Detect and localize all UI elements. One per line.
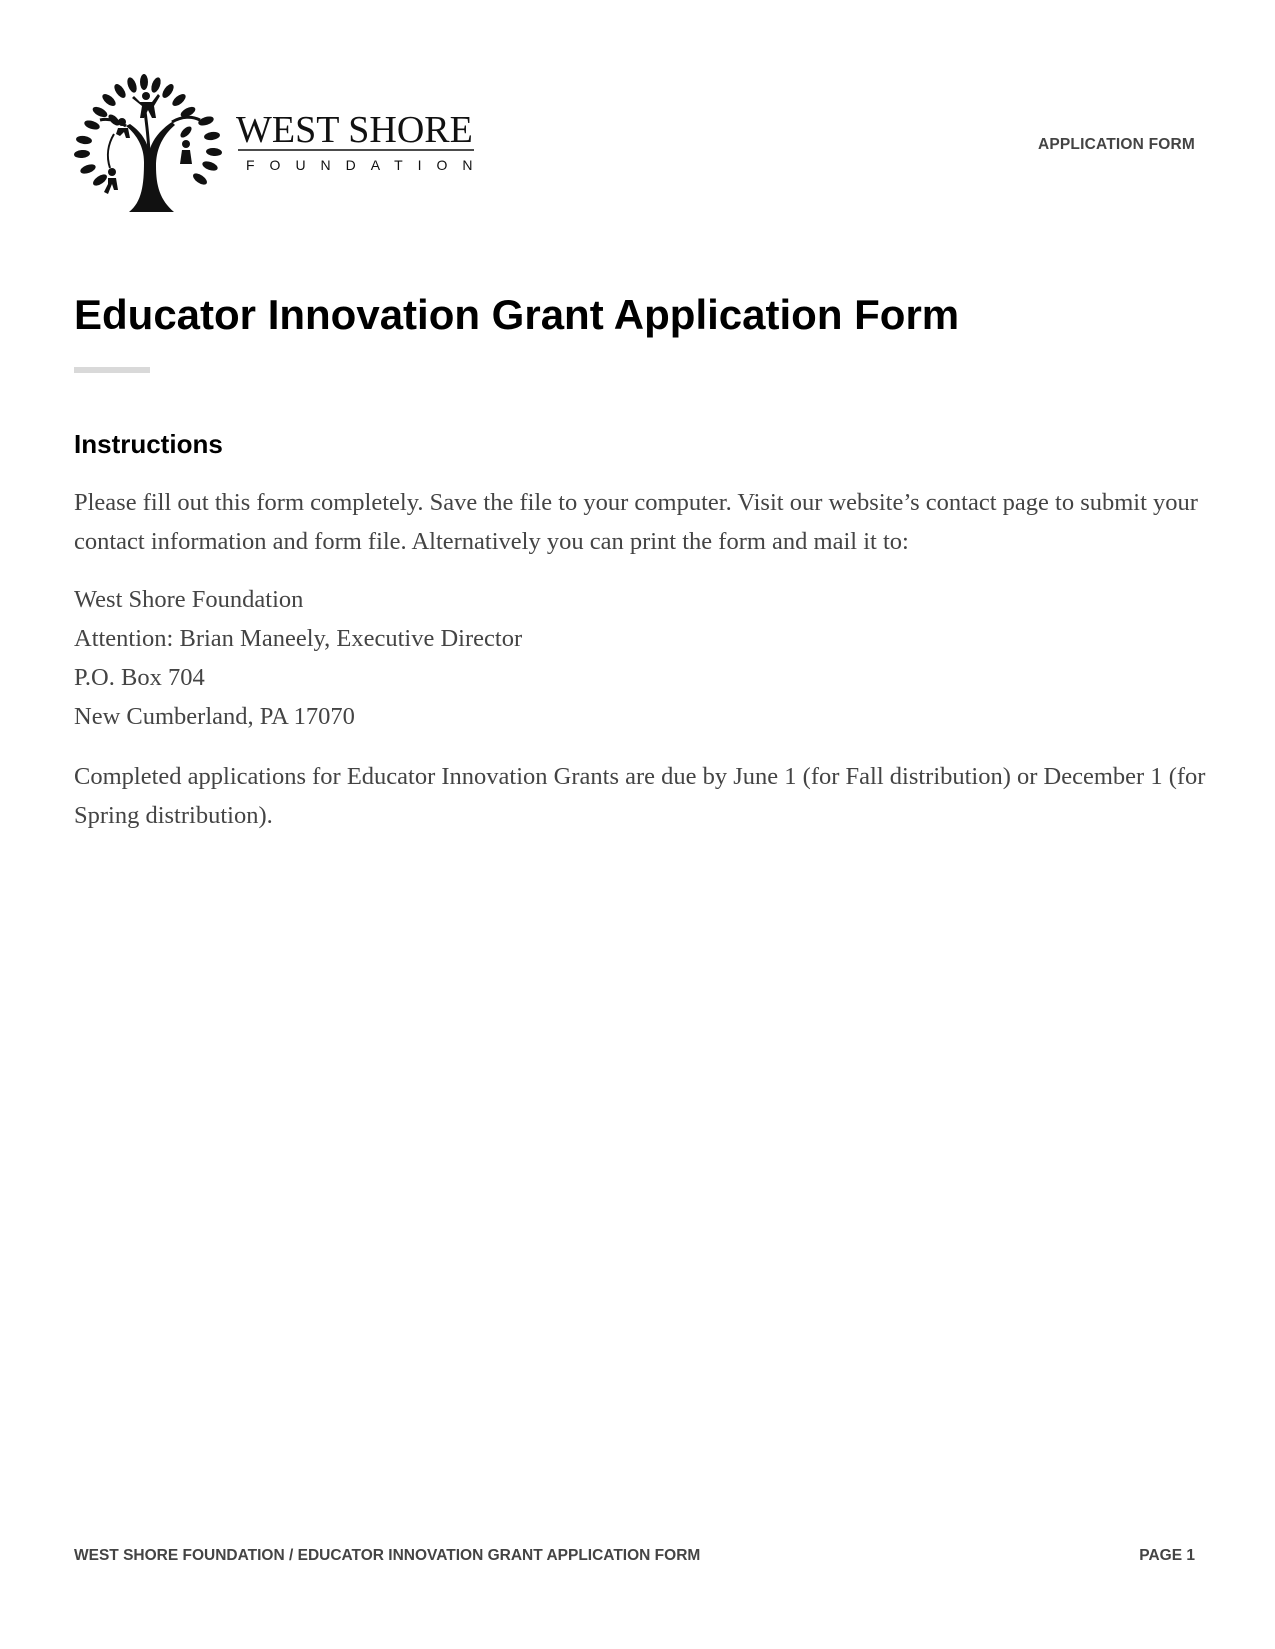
page-title: Educator Innovation Grant Application Form <box>74 291 960 338</box>
logo-subtitle: FOUNDATION <box>246 157 488 173</box>
logo-wordmark: WEST SHORE <box>236 109 473 151</box>
address-line: P.O. Box 704 <box>74 664 205 691</box>
title-divider <box>74 367 150 373</box>
header-label: APPLICATION FORM <box>1037 136 1195 153</box>
address-line: New Cumberland, PA 17070 <box>74 703 355 730</box>
mailing-address <box>74 580 1074 736</box>
west-shore-logo <box>74 74 504 224</box>
deadline-paragraph: Completed applications for Educator Innovation Grants are due by June 1 (for Fall distribution) or December 1 (for Spring distribution). <box>74 763 1206 829</box>
instructions-paragraph: Please fill out this form completely. Save the file to your computer. Visit our website’s contact page to submit your contact information and form file. Alternatively you can print the form and mail it to: <box>74 489 1198 555</box>
address-line: West Shore Foundation <box>74 586 304 613</box>
footer-page-number: PAGE 1 <box>1139 1547 1195 1564</box>
tree-logo-icon <box>74 74 504 224</box>
instructions-heading: Instructions <box>74 429 223 459</box>
address-line: Attention: Brian Maneely, Executive Director <box>74 625 523 652</box>
footer-document-title: WEST SHORE FOUNDATION / EDUCATOR INNOVATION GRANT APPLICATION FORM <box>74 1547 701 1564</box>
